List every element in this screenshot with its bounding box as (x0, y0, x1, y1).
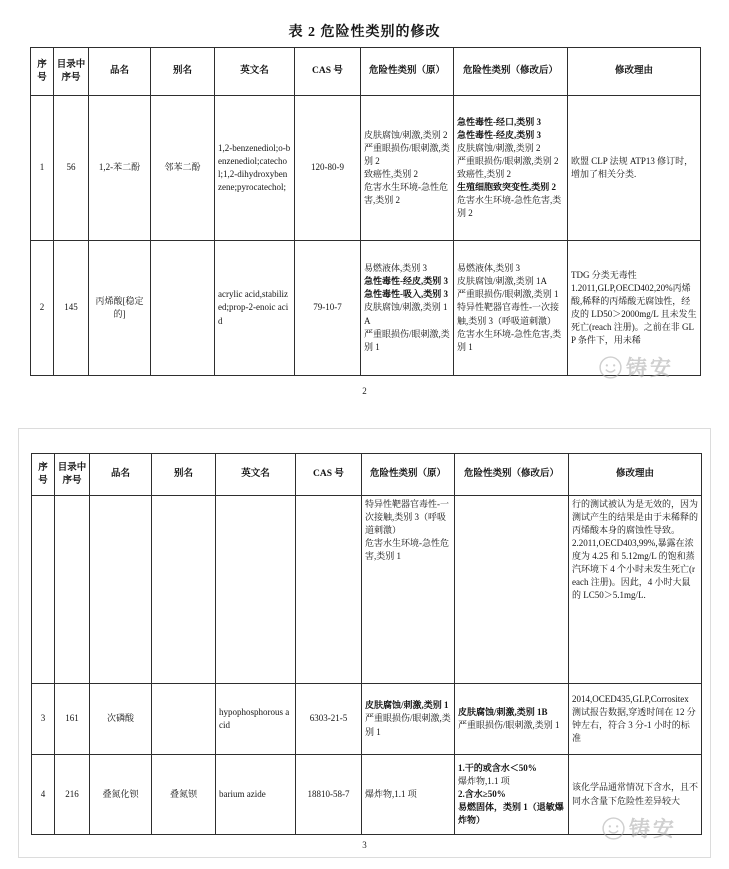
hazard-line: 易燃固体，类别 1（退敏爆炸物） (458, 802, 564, 826)
hazard-line: 1.干的或含水＜50% (458, 762, 537, 773)
hazard-line: 易燃液体,类别 3 (364, 263, 428, 274)
catalog-no-cell (55, 496, 90, 684)
column-header: 修改理由 (569, 454, 702, 496)
product-name-cell: 丙烯酸[稳定的] (89, 241, 151, 376)
hazard-line: 危害水生环境-急性危害,类别 1 (365, 538, 449, 562)
table-row (32, 755, 702, 835)
english-name-cell: barium azide (216, 755, 296, 835)
hazard-line: 危害水生环境-急性危害,类别 1 (457, 328, 562, 352)
column-header: 危险性类别（原） (362, 454, 455, 496)
serial-no-cell: 3 (32, 684, 55, 755)
english-name-cell: hypophosphorous acid (216, 684, 296, 755)
hazard-line: 皮肤腐蚀/刺激,类别 1A (457, 276, 548, 287)
column-header: 序号 (32, 454, 55, 496)
alias-cell (152, 496, 216, 684)
hazard-line: 严重眼损伤/眼刺激,类别 1 (458, 720, 560, 730)
hazard-line: 严重眼损伤/眼刺激,类别 2 (457, 155, 559, 166)
page-number: 2 (362, 386, 367, 396)
hazard-line: TDG 分类无毒性 (571, 269, 637, 280)
column-header: 危险性类别（修改后） (455, 454, 569, 496)
page-number: 3 (362, 840, 367, 850)
table-title: 表 2 危险性类别的修改 (288, 25, 441, 40)
hazard-line: 严重眼损伤/眼刺激,类别 2 (364, 142, 450, 166)
hazard-modified-cell (455, 684, 569, 755)
english-name-cell: acrylic acid,stabilized;prop-2-enoic acid (215, 241, 295, 376)
column-header: 别名 (151, 48, 215, 96)
hazard-line: 急性毒性-经口,类别 3 (457, 116, 541, 127)
header-row (32, 454, 702, 496)
hazard-original-cell (362, 496, 455, 684)
column-header: 品名 (90, 454, 152, 496)
reason-cell (568, 241, 701, 376)
cas-no-cell: 6303-21-5 (296, 684, 362, 755)
table-row (31, 241, 701, 376)
alias-cell: 邻苯二酚 (151, 96, 215, 241)
hazard-line: 2014,OCED435,GLP,Corrositex 测试报告数据,穿透时间在 12 分钟左右，符合 3 分-1 小时的标准 (572, 693, 696, 744)
hazard-original-cell (362, 755, 455, 835)
column-header: CAS 号 (295, 48, 361, 96)
hazard-line: 皮肤腐蚀/刺激,类别 1 (365, 700, 449, 711)
hazard-original-cell (362, 684, 455, 755)
hazard-line: 爆炸物,1.1 项 (365, 788, 417, 799)
reason-cell (569, 684, 702, 755)
document-page-2 (0, 0, 729, 420)
alias-cell (152, 684, 216, 755)
hazard-line: 皮肤腐蚀/刺激,类别 1A (364, 302, 448, 326)
table-row (32, 684, 702, 755)
column-header: 修改理由 (568, 48, 701, 96)
column-header: 危险性类别（原） (361, 48, 454, 96)
hazard-line: 行的测试被认为是无效的，因为测试产生的结果是由于未稀释的丙烯酸本身的腐蚀性导致。 (572, 499, 699, 536)
hazard-line: 严重眼损伤/眼刺激,类别 1 (457, 289, 559, 300)
document-page-3 (18, 428, 711, 858)
alias-cell (151, 241, 215, 376)
serial-no-cell: 1 (31, 96, 54, 241)
hazard-modified-cell (454, 96, 568, 241)
reason-cell (569, 755, 702, 835)
cas-no-cell: 120-80-9 (295, 96, 361, 241)
reason-cell (569, 496, 702, 684)
column-header: 目录中序号 (54, 48, 89, 96)
hazard-modified-cell (455, 496, 569, 684)
hazard-line: 危害水生环境-急性危害,类别 2 (364, 182, 448, 206)
column-header: 序号 (31, 48, 54, 96)
hazard-line: 皮肤腐蚀/刺激,类别 2 (364, 129, 448, 140)
hazard-modification-table-part2 (31, 453, 702, 835)
hazard-line: 急性毒性-经皮,类别 3 (457, 129, 541, 140)
english-name-cell (216, 496, 296, 684)
catalog-no-cell: 145 (54, 241, 89, 376)
hazard-modification-table-part1 (30, 47, 701, 376)
english-name-cell: 1,2-benzenediol;o-benzenediol;catechol;1,2-dihydroxybenzene;pyrocatechol; (215, 96, 295, 241)
product-name-cell: 1,2-苯二酚 (89, 96, 151, 241)
hazard-line: 致癌性,类别 2 (457, 169, 512, 179)
table-row (31, 96, 701, 241)
hazard-line: 爆炸物,1.1 项 (458, 775, 510, 786)
serial-no-cell: 2 (31, 241, 54, 376)
hazard-modified-cell (454, 241, 568, 376)
product-name-cell: 叠氮化钡 (90, 755, 152, 835)
column-header: 目录中序号 (55, 454, 90, 496)
cas-no-cell: 18810-58-7 (296, 755, 362, 835)
hazard-line: 特异性靶器官毒性-一次接触,类别 3（呼吸道刺激） (365, 499, 449, 536)
hazard-line: 2.含水≥50% (458, 788, 506, 799)
column-header: CAS 号 (296, 454, 362, 496)
product-name-cell: 次磷酸 (90, 684, 152, 755)
column-header: 英文名 (216, 454, 296, 496)
hazard-line: 欧盟 CLP 法规 ATP13 修订时，增加了相关分类. (571, 155, 694, 179)
catalog-no-cell: 56 (54, 96, 89, 241)
column-header: 别名 (152, 454, 216, 496)
watermark-text: 铸安 (626, 356, 674, 380)
hazard-original-cell (361, 96, 454, 241)
column-header: 危险性类别（修改后） (454, 48, 568, 96)
hazard-line: 生殖细胞致突变性,类别 2 (457, 182, 557, 193)
column-header: 品名 (89, 48, 151, 96)
catalog-no-cell: 161 (55, 684, 90, 755)
catalog-no-cell: 216 (55, 755, 90, 835)
cas-no-cell (296, 496, 362, 684)
hazard-modified-cell (455, 755, 569, 835)
hazard-line: 严重眼损伤/眼刺激,类别 1 (365, 713, 451, 737)
column-header: 英文名 (215, 48, 295, 96)
hazard-line: 严重眼损伤/眼刺激,类别 1 (364, 328, 450, 352)
hazard-line: 2.2011,OECD403,99%,暴露在浓度为 4.25 和 5.12mg/L 的饱和蒸汽环境下 4 个小时未发生死亡(reach 注册)。因此，4 小时大鼠的 LC50＞5.1mg/L. (572, 538, 695, 601)
reason-cell (568, 96, 701, 241)
cas-no-cell: 79-10-7 (295, 241, 361, 376)
header-row (31, 48, 701, 96)
hazard-line: 易燃液体,类别 3 (457, 263, 521, 274)
hazard-line: 皮肤腐蚀/刺激,类别 1B (458, 706, 548, 717)
hazard-line: 特异性靶器官毒性-一次接触,类别 3（呼吸道刺激） (457, 302, 559, 326)
table-row (32, 496, 702, 684)
alias-cell: 叠氮钡 (152, 755, 216, 835)
serial-no-cell: 4 (32, 755, 55, 835)
hazard-line: 危害水生环境-急性危害,类别 2 (457, 195, 562, 219)
hazard-line: 该化学品通常情况下含水，且不同水含量下危险性差异较大 (572, 782, 699, 806)
watermark-text: 铸安 (629, 817, 677, 841)
product-name-cell (90, 496, 152, 684)
hazard-original-cell (361, 241, 454, 376)
hazard-line: 致癌性,类别 2 (364, 169, 419, 179)
hazard-line: 急性毒性-吸入,类别 3 (364, 289, 448, 300)
hazard-line: 1.2011,GLP,OECD402,20%丙烯酸,稀释的丙烯酸无腐蚀性，经皮的 LD50＞2000mg/L 且未发生死亡(reach 注册)。之前在非 GLP 条件下，用未稀 (571, 282, 697, 346)
serial-no-cell (32, 496, 55, 684)
hazard-line: 皮肤腐蚀/刺激,类别 2 (457, 142, 541, 153)
hazard-line: 急性毒性-经皮,类别 3 (364, 276, 448, 287)
